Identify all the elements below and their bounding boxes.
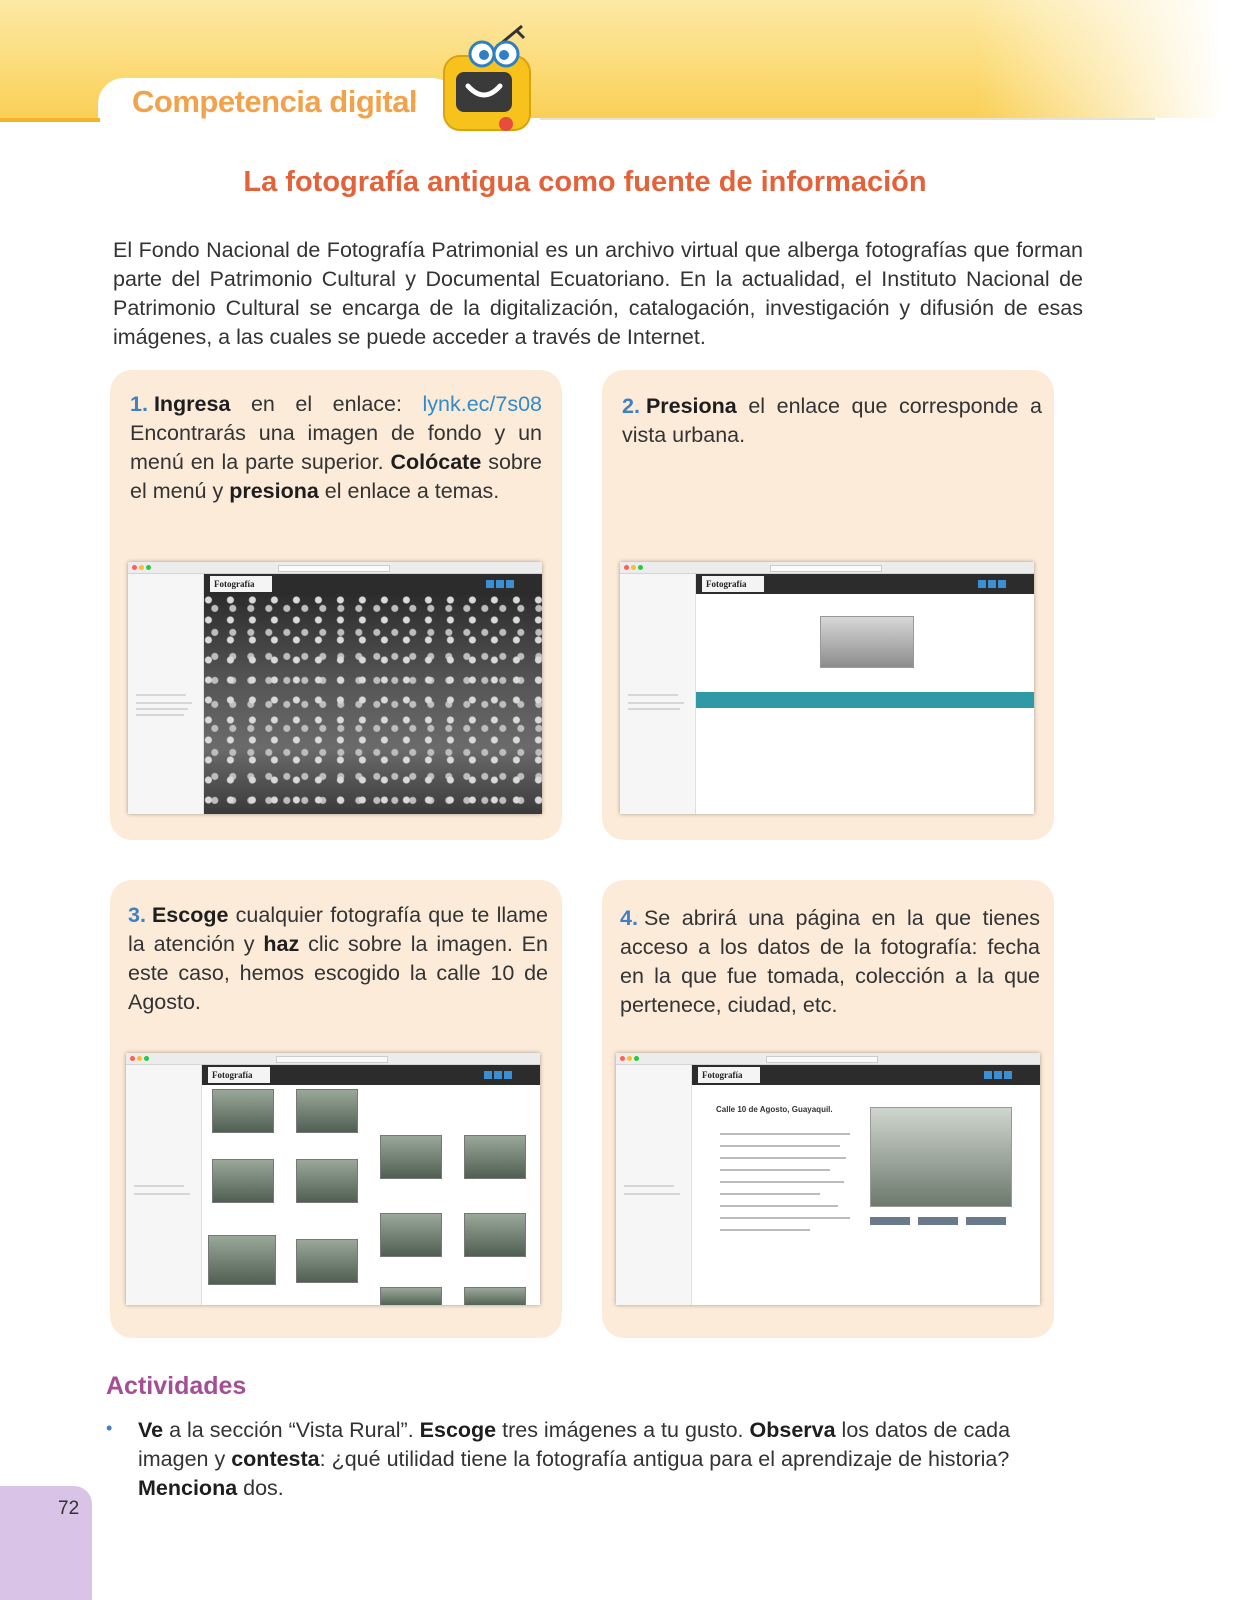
text-run: los datos de cada imagen y xyxy=(138,1418,1011,1471)
reading-list-sidebar xyxy=(616,1065,692,1305)
text-run: a la sección “Vista Rural”. xyxy=(163,1418,420,1442)
activities-bullet: • xyxy=(106,1418,113,1438)
photo-thumbnail[interactable] xyxy=(296,1089,358,1133)
step-text xyxy=(620,904,1040,1020)
header-band-fade xyxy=(976,0,1236,118)
text-run: : ¿qué utilidad tiene la fotografía antigua para el aprendizaje de historia? xyxy=(319,1447,1010,1471)
reading-list-sidebar xyxy=(126,1065,202,1305)
link[interactable]: lynk.ec/7s08 xyxy=(422,392,542,416)
step-number: 1. xyxy=(130,392,148,416)
screenshot-urban-view xyxy=(620,562,1034,814)
footer-banner xyxy=(696,692,1034,708)
emphasis-verb: Colócate xyxy=(390,450,482,474)
photo-thumbnail[interactable] xyxy=(296,1239,358,1283)
text-run: clic sobre la imagen. En este caso, hemos escogido la calle 10 de Agosto. xyxy=(128,932,548,1014)
site-logo: Fotografía xyxy=(208,1067,270,1083)
step-text xyxy=(130,390,542,506)
text-run: Encontrarás una imagen de fondo y un menú en la parte superior. xyxy=(130,421,542,474)
emphasis-verb: Presiona xyxy=(645,394,737,418)
emphasis-verb: Observa xyxy=(749,1418,836,1442)
text-run: dos. xyxy=(237,1476,284,1500)
text-run: cualquier fotografía que te llame la atención y xyxy=(128,903,548,956)
site-logo: Fotografía xyxy=(702,576,764,592)
screenshot-photo-grid xyxy=(126,1053,540,1305)
photo-thumbnail[interactable] xyxy=(380,1287,442,1305)
activities-heading: Actividades xyxy=(106,1372,247,1400)
text-run: sobre el menú y xyxy=(130,450,542,503)
screenshot-home-page xyxy=(128,562,542,814)
emphasis-verb: Escoge xyxy=(419,1418,497,1442)
browser-toolbar xyxy=(126,1053,540,1065)
step-number: 3. xyxy=(128,903,146,927)
text-run: tres imágenes a tu gusto. xyxy=(496,1418,750,1442)
photo-thumbnail[interactable] xyxy=(464,1287,526,1305)
text-run: el enlace que corresponde a vista urbana. xyxy=(622,394,1042,447)
photo-detail-title: Calle 10 de Agosto, Guayaquil. xyxy=(716,1105,833,1114)
pinterest-share-button[interactable] xyxy=(966,1217,1006,1225)
twitter-share-button[interactable] xyxy=(918,1217,958,1225)
intro-paragraph: El Fondo Nacional de Fotografía Patrimonial es un archivo virtual que alberga fotografías que forman parte del Patrimonio Cultural y Documental Ecuatoriano. En la actualidad, el Instituto Nacional de Patrimonio Cultural se encarga de la digitalización, catalogación, investigación y difusión de esas imágenes, a las cuales se puede acceder a través de Internet. xyxy=(113,238,1083,349)
text-run: el enlace a temas. xyxy=(318,479,500,503)
photo-thumbnail[interactable] xyxy=(296,1159,358,1203)
photo-thumbnail[interactable] xyxy=(380,1213,442,1257)
photo-thumbnail[interactable] xyxy=(212,1159,274,1203)
step-text xyxy=(128,901,548,1017)
emphasis-verb: Ingresa xyxy=(153,392,231,416)
site-logo: Fotografía xyxy=(698,1067,760,1083)
emphasis-verb: presiona xyxy=(229,479,319,503)
emphasis-verb: haz xyxy=(263,932,300,956)
photo-thumbnail[interactable] xyxy=(380,1135,442,1179)
emphasis-verb: contesta xyxy=(231,1447,320,1471)
photo-thumbnail[interactable] xyxy=(212,1089,274,1133)
browser-toolbar xyxy=(616,1053,1040,1065)
site-logo: Fotografía xyxy=(210,576,272,592)
photo-thumbnail[interactable] xyxy=(464,1135,526,1179)
emphasis-verb: Ve xyxy=(138,1418,164,1442)
site-navbar xyxy=(204,574,542,594)
emphasis-verb: Escoge xyxy=(151,903,229,927)
step-number: 2. xyxy=(622,394,640,418)
header-rule-right xyxy=(540,118,1155,120)
header-rule-left xyxy=(0,118,100,122)
photo-thumbnail[interactable] xyxy=(464,1213,526,1257)
reading-list-sidebar xyxy=(620,574,696,814)
site-navbar xyxy=(692,1065,1040,1085)
urban-building-thumbnail xyxy=(820,616,914,668)
facebook-share-button[interactable] xyxy=(870,1217,910,1225)
step-number: 4. xyxy=(620,906,638,930)
step-text xyxy=(622,392,1042,450)
emphasis-verb: Menciona xyxy=(138,1476,238,1500)
photo-thumbnail[interactable] xyxy=(208,1235,276,1285)
page-title: La fotografía antigua como fuente de información xyxy=(243,166,927,198)
site-navbar xyxy=(696,574,1034,594)
robot-mascot-icon xyxy=(436,20,546,140)
activities-text xyxy=(138,1416,1068,1503)
browser-toolbar xyxy=(128,562,542,574)
screenshot-photo-detail xyxy=(616,1053,1040,1305)
street-photo xyxy=(870,1107,1012,1207)
section-label: Competencia digital xyxy=(132,84,418,119)
page-number: 72 xyxy=(58,1498,80,1519)
historic-school-photo xyxy=(204,594,542,814)
text-run: en el enlace: xyxy=(230,392,423,416)
reading-list-sidebar xyxy=(128,574,204,814)
text-run: Se abrirá una página en la que tienes acceso a los datos de la fotografía: fecha en la que fue tomada, colección a la que pertenece, ciudad, etc. xyxy=(620,906,1040,1017)
site-navbar xyxy=(202,1065,540,1085)
browser-toolbar xyxy=(620,562,1034,574)
